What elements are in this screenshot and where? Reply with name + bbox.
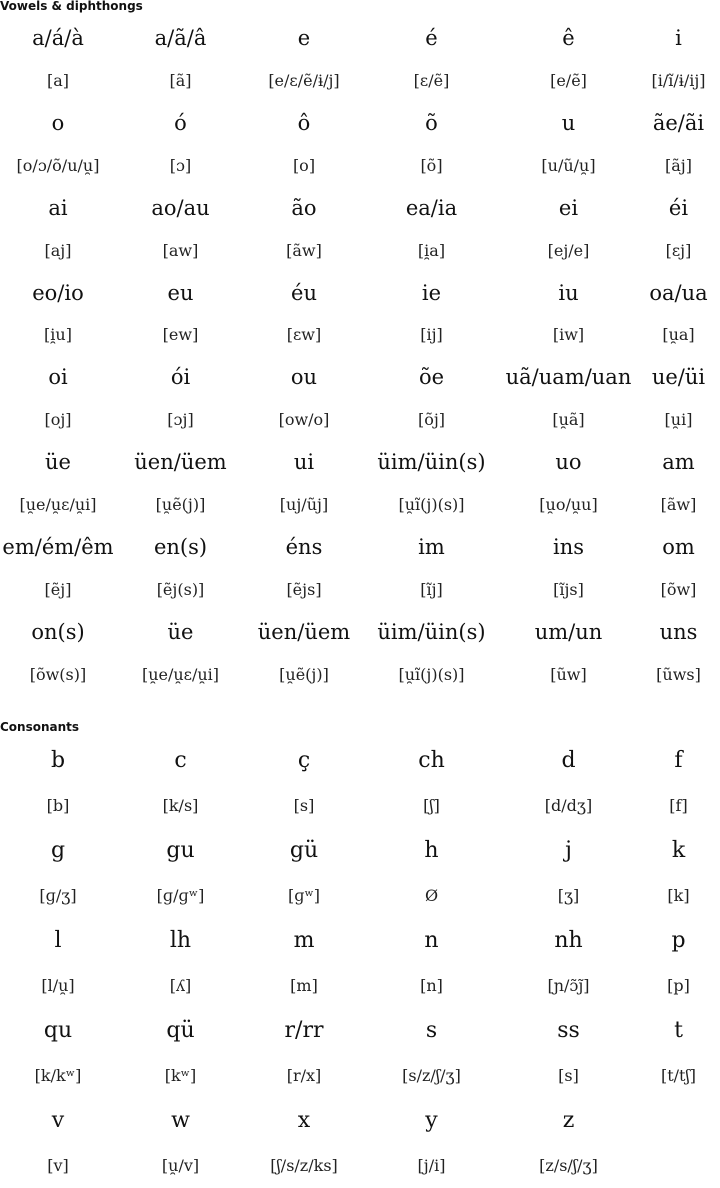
ipa-cell: [u̯ẽ(j)] — [155, 494, 206, 514]
ipa-cell: [ã] — [169, 71, 192, 91]
ipa-cell: [ow/o] — [278, 410, 330, 430]
ipa-cell: [d/dʒ] — [544, 796, 593, 815]
letter-cell: ch — [418, 748, 445, 773]
letter-cell: d — [561, 748, 576, 773]
ipa-cell: [ij] — [420, 325, 443, 345]
ipa-cell: [ʃ] — [423, 796, 440, 815]
ipa-cell: [aj] — [44, 240, 72, 260]
ipa-cell: [ʎ] — [169, 976, 192, 995]
letter-cell: p — [671, 928, 686, 953]
letter-cell: e — [297, 26, 311, 51]
letter-cell: ão — [291, 195, 317, 220]
ipa-cell: [k] — [667, 886, 690, 905]
ipa-cell: [o] — [292, 155, 316, 175]
ipa-cell: [õw] — [660, 579, 697, 599]
letter-cell: v — [51, 1108, 65, 1133]
consonants-section-title: Consonants — [0, 720, 80, 734]
ipa-cell: [u̯ĩ(j)(s)] — [398, 664, 465, 684]
ipa-cell: [t/tʃ] — [660, 1066, 697, 1085]
letter-cell: éi — [668, 195, 689, 220]
letter-cell: m — [293, 928, 315, 953]
letter-cell: em/ém/êm — [2, 534, 114, 559]
vowels-table — [0, 17, 720, 695]
ipa-cell: [ĩj] — [420, 579, 443, 599]
ipa-cell: [ẽjs] — [286, 579, 322, 599]
ipa-cell: [uj/ũj] — [279, 494, 329, 514]
ipa-cell: [ĩjs] — [553, 579, 584, 599]
letter-cell: y — [425, 1108, 438, 1133]
ipa-cell: [u̯a] — [662, 325, 695, 345]
letter-cell: lh — [169, 928, 192, 953]
letter-cell: ao/au — [151, 195, 210, 220]
letter-cell: z — [562, 1108, 575, 1133]
ipa-cell: [b] — [46, 796, 70, 815]
ipa-cell: [aw] — [162, 240, 199, 260]
letter-cell: üen/üem — [134, 450, 227, 475]
ipa-cell: [ũw] — [550, 664, 587, 684]
letter-cell: üe — [45, 450, 71, 475]
letter-cell: oa/ua — [649, 280, 708, 305]
ipa-cell: [ãj] — [665, 155, 692, 175]
ipa-cell: [u/ũ/u̯] — [541, 155, 596, 175]
letter-cell: ai — [48, 195, 68, 220]
ipa-cell: [iw] — [552, 325, 585, 345]
letter-cell: c — [174, 748, 187, 773]
letter-cell: éns — [285, 534, 323, 559]
letter-cell: h — [424, 838, 439, 863]
letter-cell: ss — [557, 1018, 580, 1043]
letter-cell: qü — [166, 1018, 195, 1043]
letter-cell: üen/üem — [257, 619, 351, 644]
letter-cell: b — [50, 748, 66, 773]
ipa-cell: [i̯u] — [44, 325, 72, 345]
ipa-cell: [ɛj] — [665, 240, 692, 260]
ipa-cell: [k/s] — [162, 796, 199, 815]
letter-cell: gu — [166, 838, 195, 863]
ipa-cell: [l/u̯] — [41, 976, 75, 995]
ipa-cell: [k/kʷ] — [34, 1066, 82, 1085]
letter-cell: a/á/à — [32, 26, 84, 51]
letter-cell: ui — [293, 450, 315, 475]
letter-cell: u — [561, 110, 576, 135]
letter-cell: üe — [167, 619, 194, 644]
letter-cell: oi — [48, 365, 68, 390]
letter-cell: uns — [659, 619, 698, 644]
ipa-cell: [ẽj(s)] — [156, 579, 205, 599]
letter-cell: r/rr — [284, 1018, 324, 1043]
letter-cell: ç — [297, 748, 311, 773]
letter-cell: ue/üi — [651, 365, 706, 390]
letter-cell: en(s) — [153, 534, 208, 559]
ipa-cell: [a] — [46, 71, 70, 91]
letter-cell: g — [50, 838, 66, 863]
letter-cell: l — [54, 928, 62, 953]
ipa-cell — [637, 1143, 720, 1188]
ipa-cell: [r/x] — [286, 1066, 322, 1085]
ipa-cell: [kʷ] — [164, 1066, 197, 1085]
ipa-cell: [ẽj] — [44, 579, 72, 599]
ipa-cell: [ãw] — [286, 240, 322, 260]
ipa-cell: [s/z/ʃ/ʒ] — [402, 1066, 461, 1085]
letter-cell: uã/uam/uan — [505, 365, 632, 390]
letter-cell: eo/io — [32, 280, 84, 305]
letter-cell: é — [425, 26, 438, 51]
ipa-cell: [e/ɛ/ẽ/ɨ/j] — [268, 71, 340, 91]
letter-cell: ô — [297, 110, 311, 135]
letter-cell: ou — [290, 365, 318, 390]
ipa-cell: [õj] — [417, 410, 446, 430]
letter-cell: ãe/ãi — [652, 110, 705, 135]
ipa-cell: [ʃ/s/z/ks] — [270, 1156, 338, 1175]
ipa-cell: [õw(s)] — [29, 664, 87, 684]
letter-cell: um/un — [534, 619, 603, 644]
ipa-cell: [u̯o/u̯u] — [539, 494, 598, 514]
ipa-cell: [f] — [669, 796, 688, 815]
ipa-cell: [ew] — [162, 325, 199, 345]
ipa-cell: [ɔj] — [167, 410, 194, 430]
letter-cell: n — [424, 928, 439, 953]
letter-cell: am — [662, 450, 695, 475]
ipa-cell: [e/ẽ] — [550, 71, 587, 91]
ipa-cell: [ɡ/ɡʷ] — [156, 886, 205, 905]
letter-cell: ó — [174, 110, 187, 135]
letter-cell: ói — [170, 365, 191, 390]
letter-cell: üim/üin(s) — [377, 450, 486, 475]
ipa-cell: [ũws] — [656, 664, 701, 684]
ipa-cell: Ø — [424, 886, 439, 905]
letter-cell: f — [674, 748, 683, 773]
letter-cell: üim/üin(s) — [377, 619, 486, 644]
ipa-cell: [ej/e] — [547, 240, 590, 260]
letter-cell: i — [675, 26, 682, 51]
ipa-cell: [u̯e/u̯ɛ/u̯i] — [19, 494, 97, 514]
ipa-cell: [ɲ/ɔ̃j̃] — [547, 976, 590, 995]
ipa-cell: [z/s/ʃ/ʒ] — [539, 1156, 598, 1175]
letter-cell: ei — [558, 195, 579, 220]
ipa-cell: [u̯e/u̯ɛ/u̯i] — [141, 664, 220, 684]
ipa-cell: [ɔ] — [169, 155, 192, 175]
letter-cell: iu — [558, 280, 579, 305]
letter-cell: om — [662, 534, 695, 559]
letter-cell: éu — [291, 280, 317, 305]
ipa-cell: [u̯i] — [664, 410, 693, 430]
ipa-cell: [ãw] — [660, 494, 697, 514]
ipa-cell: [ɛ/ẽ] — [413, 71, 450, 91]
ipa-cell: [u̯/v] — [161, 1156, 200, 1175]
ipa-cell: [ʒ] — [557, 886, 580, 905]
ipa-cell: [ɛw] — [286, 325, 322, 345]
letter-cell: t — [674, 1018, 683, 1043]
ipa-cell: [j/i] — [417, 1156, 446, 1175]
letter-cell: eu — [167, 280, 194, 305]
letter-cell: nh — [554, 928, 583, 953]
letter-cell: ea/ia — [405, 195, 458, 220]
ipa-cell: [ɡʷ] — [287, 886, 321, 905]
letter-cell: õe — [418, 365, 445, 390]
letter-cell: s — [425, 1018, 438, 1043]
letter-cell: j — [565, 838, 572, 863]
ipa-cell: [s] — [293, 796, 315, 815]
ipa-cell: [n] — [420, 976, 443, 995]
ipa-cell: [u̯ã] — [552, 410, 585, 430]
letter-cell: gü — [289, 838, 319, 863]
letter-cell — [637, 1098, 720, 1143]
letter-cell: k — [671, 838, 686, 863]
letter-cell: w — [171, 1108, 190, 1133]
ipa-cell: [m] — [290, 976, 318, 995]
letter-cell: qu — [43, 1018, 73, 1043]
ipa-cell: [o/ɔ/õ/u/u̯] — [16, 155, 100, 175]
letter-cell: ins — [552, 534, 585, 559]
letter-cell: uo — [555, 450, 582, 475]
ipa-cell: [i̯a] — [417, 240, 446, 260]
ipa-cell: [ɡ/ʒ] — [39, 886, 77, 905]
letter-cell: ie — [421, 280, 442, 305]
ipa-cell: [p] — [667, 976, 690, 995]
ipa-cell: [i/ĩ/ɨ/ij] — [651, 71, 706, 91]
letter-cell: o — [51, 110, 65, 135]
letter-cell: õ — [425, 110, 438, 135]
letter-cell: on(s) — [31, 619, 85, 644]
ipa-cell: [s] — [558, 1066, 579, 1085]
vowels-section-title: Vowels & diphthongs — [0, 0, 143, 13]
letter-cell: a/ã/â — [154, 26, 207, 51]
ipa-cell: [oj] — [44, 410, 72, 430]
ipa-cell: [u̯ĩ(j)(s)] — [398, 494, 465, 514]
ipa-cell: [õ] — [420, 155, 443, 175]
ipa-cell: [v] — [47, 1156, 69, 1175]
letter-cell: ê — [562, 26, 575, 51]
consonants-table — [0, 738, 720, 1188]
letter-cell: x — [297, 1108, 311, 1133]
letter-cell: im — [418, 534, 445, 559]
ipa-cell: [u̯ẽ(j)] — [279, 664, 329, 684]
